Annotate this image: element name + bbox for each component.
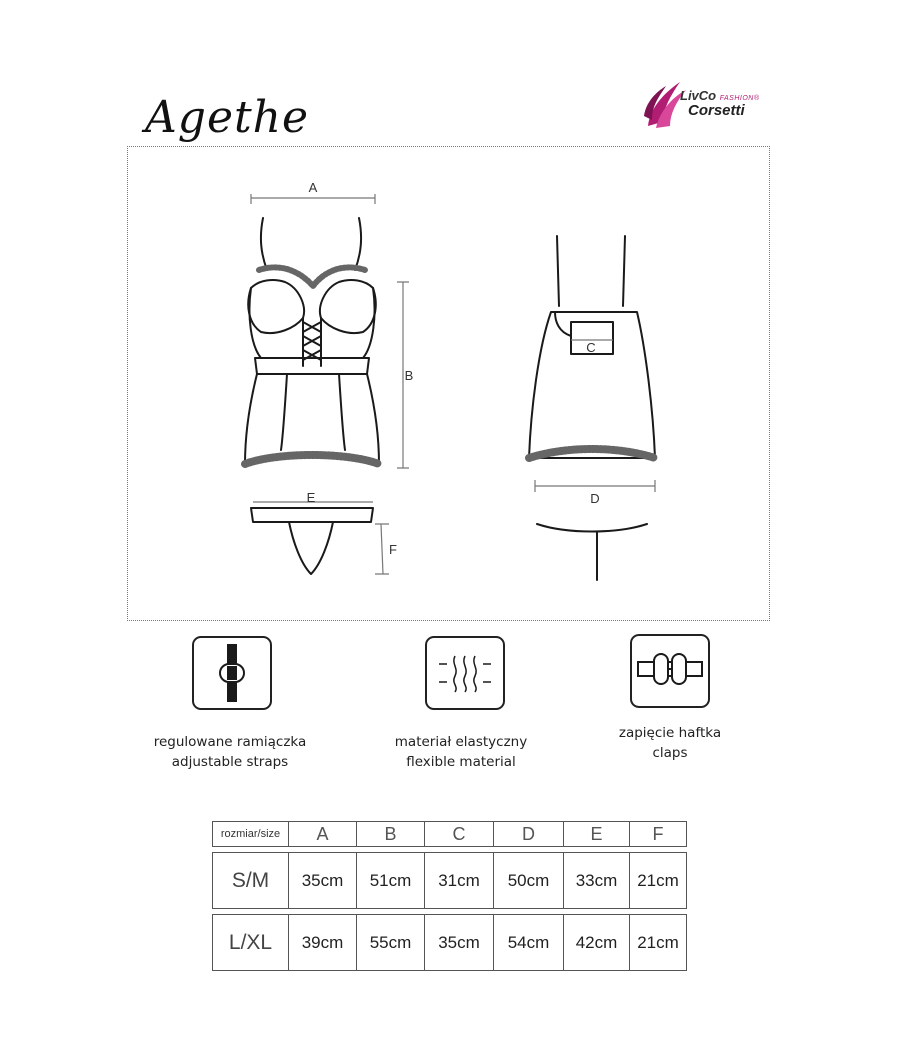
- table-cell: 54cm: [494, 914, 564, 971]
- adjustable-strap-icon: [194, 638, 270, 708]
- brand-name-line2: Corsetti: [688, 102, 745, 119]
- measure-label-f: F: [389, 542, 397, 557]
- measure-label-a: A: [308, 180, 318, 195]
- column-header-b: B: [357, 821, 425, 847]
- table-cell: 35cm: [289, 852, 357, 909]
- measure-label-c: C: [586, 340, 596, 355]
- feature-elastic-pl: materiał elastyczny: [394, 734, 528, 750]
- size-header-label: rozmiar/size: [212, 821, 289, 847]
- table-cell: 35cm: [425, 914, 494, 971]
- feature-adjustable-strap-text: [120, 732, 340, 772]
- feature-adjustable-strap-en: adjustable straps: [171, 754, 289, 770]
- table-cell: 31cm: [425, 852, 494, 909]
- brand-name-line1: LivCo: [680, 88, 717, 103]
- feature-adjustable-strap-box: [192, 636, 272, 710]
- table-cell: 50cm: [494, 852, 564, 909]
- table-cell: 21cm: [630, 852, 687, 909]
- feature-adjustable-strap-pl: regulowane ramiączka: [153, 734, 307, 750]
- column-header-a: A: [289, 821, 357, 847]
- measure-label-d: D: [590, 491, 600, 506]
- column-header-e: E: [564, 821, 630, 847]
- table-row: [212, 852, 687, 909]
- size-table-header: [212, 821, 687, 847]
- feature-clasp-en: claps: [652, 745, 688, 761]
- column-header-c: C: [425, 821, 494, 847]
- measure-label-e: E: [306, 490, 316, 505]
- product-title: Agethe: [145, 92, 310, 143]
- column-header-f: F: [630, 821, 687, 847]
- table-cell: 21cm: [630, 914, 687, 971]
- brand-logo: [640, 76, 770, 136]
- table-cell: 33cm: [564, 852, 630, 909]
- hook-clasp-icon: [632, 636, 708, 706]
- table-cell: 39cm: [289, 914, 357, 971]
- feature-elastic-text: [351, 732, 571, 772]
- feature-clasp-pl: zapięcie haftka: [618, 725, 722, 741]
- table-cell: 51cm: [357, 852, 425, 909]
- elastic-material-icon: [427, 638, 503, 708]
- feature-elastic-en: flexible material: [406, 754, 516, 770]
- table-cell: 42cm: [564, 914, 630, 971]
- size-table: [212, 821, 687, 971]
- size-cell: L/XL: [212, 914, 289, 971]
- garment-diagram: [127, 146, 770, 621]
- table-cell: 55cm: [357, 914, 425, 971]
- size-cell: S/M: [212, 852, 289, 909]
- feature-clasp-text: [560, 723, 780, 763]
- table-row: [212, 914, 687, 971]
- feature-clasp-box: [630, 634, 710, 708]
- measure-label-b: B: [404, 368, 414, 383]
- column-header-d: D: [494, 821, 564, 847]
- brand-fashion-mark: FASHION®: [719, 95, 760, 102]
- feature-elastic-box: [425, 636, 505, 710]
